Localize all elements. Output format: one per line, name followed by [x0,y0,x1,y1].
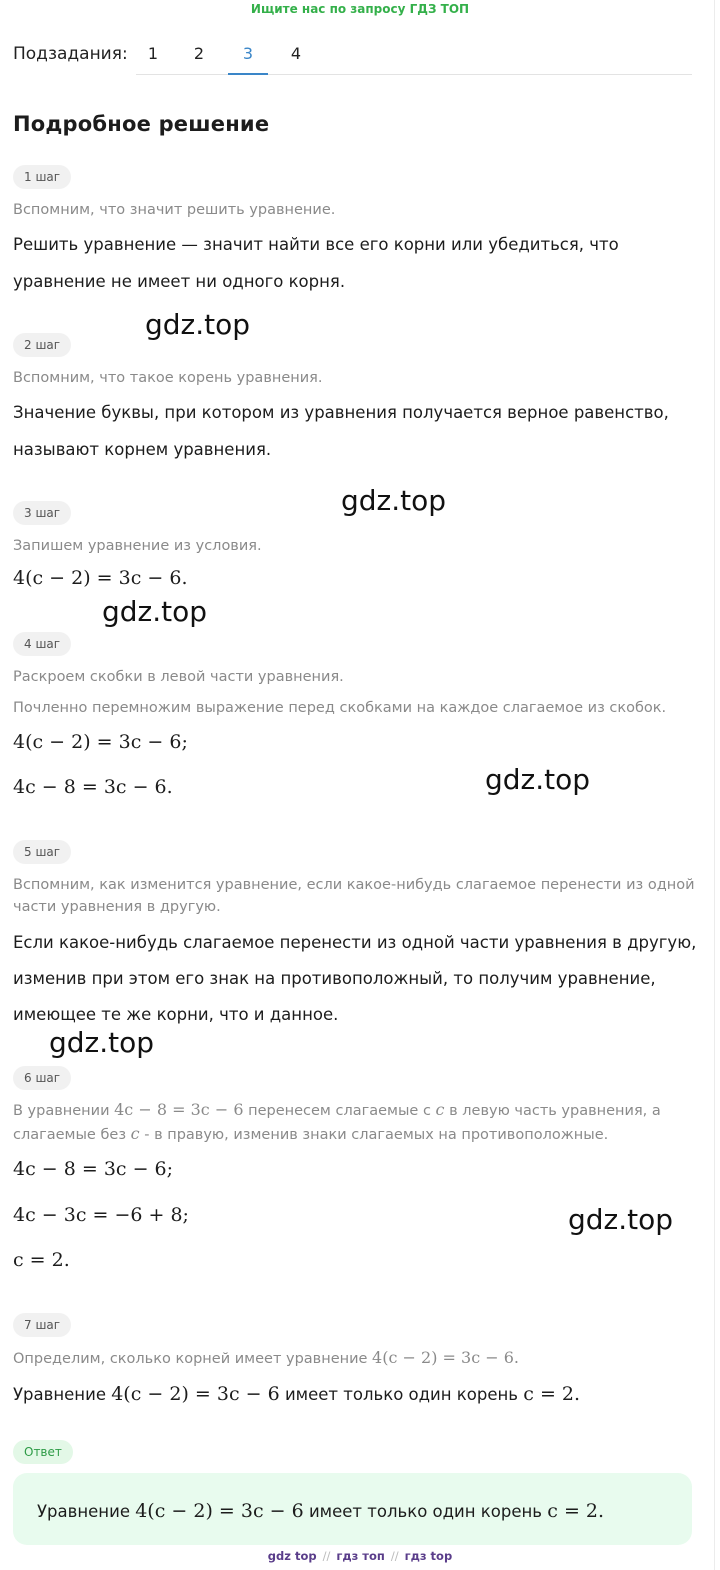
solution-heading: Подробное решение [13,112,270,136]
footer-link[interactable]: gdz top [267,1549,317,1563]
watermark: gdz.top [341,484,447,517]
step-6-chip: 6 шаг [13,1066,71,1090]
conclusion-text: Уравнение [13,1385,106,1404]
step-4-hint-2: Почленно перемножим выражение перед скобками на каждое слагаемое из скобок. [13,700,667,716]
step-1-text-line-2: уравнение не имеет ни одного корня. [13,272,346,291]
conclusion-equation: 4(c − 2) = 3c − 6 [111,1383,280,1405]
tab-subtask-4[interactable]: 4 [290,44,302,63]
step-1-chip: 1 шаг [13,165,71,189]
step-3-chip: 3 шаг [13,501,71,525]
watermark: gdz.top [568,1203,674,1236]
footer-links [0,1549,720,1563]
hint-equation: 4(c − 2) = 3c − 6. [372,1348,519,1367]
conclusion-root: c = 2. [523,1383,581,1405]
step-5-hint-1: Вспомним, как изменится уравнение, если какое-нибудь слагаемое перенести из одной [13,877,695,893]
step-7-conclusion [13,1383,580,1405]
answer-chip: Ответ [13,1440,73,1464]
footer-link[interactable]: гдз top [404,1549,453,1563]
tab-subtask-3[interactable]: 3 [242,44,254,63]
hint-text: Определим, сколько корней имеет уравнение [13,1351,368,1367]
step-5-text-line-2: изменив при этом его знак на противоположный, то получим уравнение, [13,969,656,988]
step-7-hint [13,1347,703,1370]
active-tab-indicator [228,73,268,75]
step-4-hint-1: Раскроем скобки в левой части уравнения. [13,669,344,685]
step-3-hint: Запишем уравнение из условия. [13,538,262,554]
step-5-text-line-3: имеющее те же корни, что и данное. [13,1005,339,1024]
step-5-text-line-1: Если какое-нибудь слагаемое перенести из одной части уравнения в другую, [13,933,697,952]
hint-variable: c [130,1124,140,1143]
step-2-text-line-1: Значение буквы, при котором из уравнения получается верное равенство, [13,403,669,422]
footer-separator: // [322,1549,331,1563]
step-6-equation-3: c = 2. [13,1249,70,1271]
step-2-chip: 2 шаг [13,333,71,357]
step-6-equation-1: 4c − 8 = 3c − 6; [13,1158,174,1180]
answer-text-part: имеет только один корень [308,1502,543,1521]
step-3-equation: 4(c − 2) = 3c − 6. [13,567,188,589]
step-4-equation-2: 4c − 8 = 3c − 6. [13,776,173,798]
answer-text [37,1500,604,1522]
footer-separator: // [390,1549,399,1563]
watermark: gdz.top [485,763,591,796]
tab-subtask-1[interactable]: 1 [147,44,159,63]
step-4-chip: 4 шаг [13,632,71,656]
hint-equation: 4c − 8 = 3c − 6 [114,1100,244,1119]
watermark: gdz.top [102,595,208,628]
subtasks-label: Подзадания: [13,44,128,64]
page-edge-divider [714,0,715,1570]
footer-link[interactable]: гдз топ [336,1549,385,1563]
step-5-hint-2: части уравнения в другую. [13,899,221,915]
hint-text: перенесем слагаемые с [248,1103,431,1119]
step-6-equation-2: 4c − 3c = −6 + 8; [13,1204,189,1226]
step-2-text-line-2: называют корнем уравнения. [13,440,272,459]
step-7-chip: 7 шаг [13,1313,71,1337]
step-5-chip: 5 шаг [13,840,71,864]
conclusion-text: имеет только один корень [284,1385,519,1404]
answer-text-part: Уравнение [37,1502,130,1521]
step-4-equation-1: 4(c − 2) = 3c − 6; [13,731,188,753]
step-2-hint: Вспомним, что такое корень уравнения. [13,370,323,386]
promo-banner[interactable]: Ищите нас по запросу ГДЗ ТОП [250,2,470,16]
answer-equation: 4(c − 2) = 3c − 6 [135,1500,304,1522]
hint-text: в левую часть уравнения, а [449,1103,661,1119]
tabs-divider [136,74,692,75]
step-1-hint: Вспомним, что значит решить уравнение. [13,202,336,218]
watermark: gdz.top [49,1026,155,1059]
step-1-text-line-1: Решить уравнение — значит найти все его корни или убедиться, что [13,235,619,254]
hint-text: - в правую, изменив знаки слагаемых на противоположные. [144,1127,609,1143]
hint-text: В уравнении [13,1103,110,1119]
watermark: gdz.top [145,308,251,341]
hint-text: слагаемые без [13,1127,127,1143]
step-6-hint-line-1 [13,1099,703,1122]
hint-variable: c [435,1100,445,1119]
answer-root: c = 2. [547,1500,605,1522]
step-6-hint-line-2 [13,1123,703,1146]
tab-subtask-2[interactable]: 2 [193,44,205,63]
